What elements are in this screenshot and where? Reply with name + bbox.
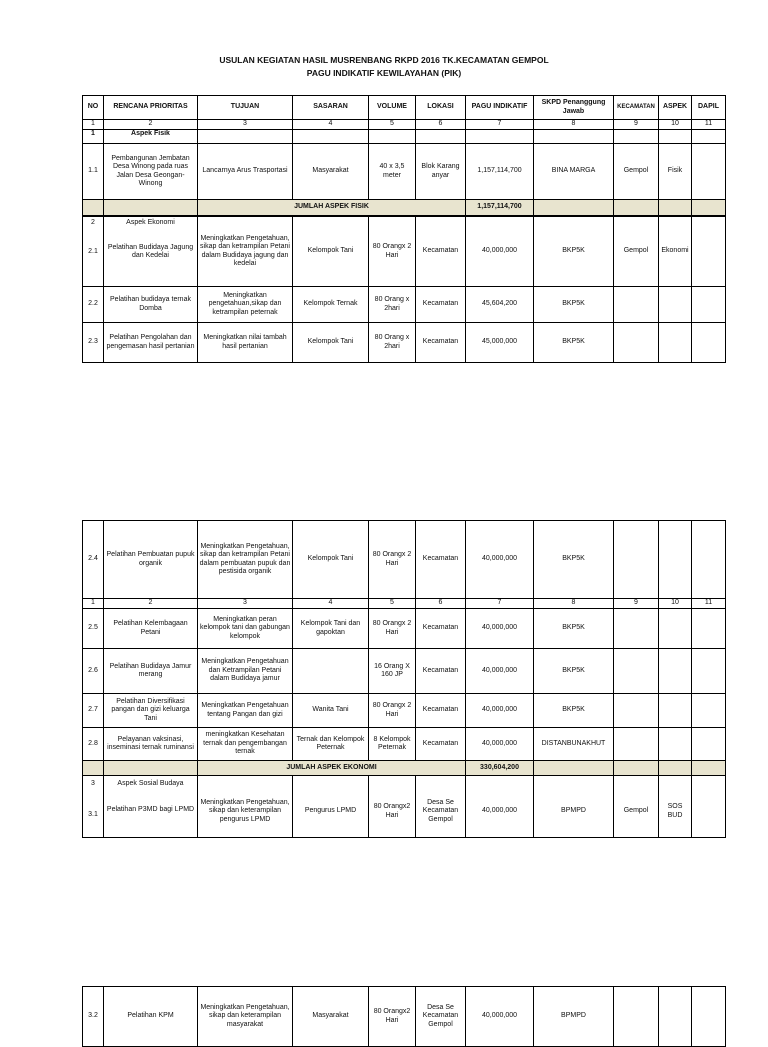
col-num: 2 [104, 599, 198, 609]
section-no: 1 [83, 130, 104, 144]
table-page-2 [82, 520, 726, 838]
table-row: 3 3.1 Aspek Sosial Budaya Pelatihan P3MD bagi LPMD Meningkatkan Pengetahuan, sikap dan keterampilan pengurus LPMD Pengurus LPMD 80 Orangx2 Hari Desa Se Kecamatan Gempol 40,000,000 BPMPD Gempol SOS BUD [83, 776, 726, 838]
column-number-row [83, 120, 726, 130]
col-num: 11 [692, 599, 726, 609]
col-num: 5 [369, 120, 416, 130]
col-num: 3 [198, 120, 293, 130]
col-num: 4 [293, 599, 369, 609]
header-pagu: PAGU INDIKATIF [466, 96, 534, 120]
total-label: JUMLAH ASPEK EKONOMI [198, 761, 466, 776]
col-num: 8 [534, 599, 614, 609]
table-row: 2.5 Pelatihan Kelembagaan Petani Meningkatkan peran kelompok tani dan gabungan kelompok Kelompok Tani dan gapoktan 80 Orangx 2 Hari Kecamatan 40,000,000 BKP5K [83, 609, 726, 649]
header-aspek: ASPEK [659, 96, 692, 120]
total-value: 330,604,200 [466, 761, 534, 776]
col-num: 2 [104, 120, 198, 130]
header-kecamatan: KECAMATAN [614, 96, 659, 120]
column-number-row [83, 599, 726, 609]
header-row [83, 96, 726, 120]
col-num: 11 [692, 120, 726, 130]
col-num: 4 [293, 120, 369, 130]
section-name: Aspek Ekonomi [126, 219, 175, 226]
section-row-fisik [83, 130, 726, 144]
section-no: 3 [91, 780, 95, 787]
total-row-ekonomi [83, 761, 726, 776]
document-subtitle: PAGU INDIKATIF KEWILAYAHAN (PIK) [306, 68, 462, 78]
table-row: 2.8 Pelayanan vaksinasi, inseminasi ternak ruminansi meningkatkan Kesehatan ternak dan pengembangan ternak Ternak dan Kelompok Peternak 8 Kelompok Peternak Kecamatan 40,000,000 DISTANBUNAKHUT [83, 728, 726, 761]
table-page-3 [82, 986, 726, 1047]
table-row: 2.6 Pelatihan Budidaya Jamur merang Meningkatkan Pengetahuan dan Ketrampilan Petani dalam Budidaya jamur 16 Orang X 160 JP Kecamatan 40,000,000 BKP5K [83, 649, 726, 694]
header-tujuan: TUJUAN [198, 96, 293, 120]
header-dapil: DAPIL [692, 96, 726, 120]
total-value: 1,157,114,700 [466, 200, 534, 216]
header-sasaran: SASARAN [293, 96, 369, 120]
header-volume: VOLUME [369, 96, 416, 120]
col-num: 1 [83, 599, 104, 609]
total-label: JUMLAH ASPEK FISIK [198, 200, 466, 216]
table-page-1 [82, 95, 726, 363]
section-name: Aspek Sosial Budaya [117, 780, 184, 787]
col-num: 10 [659, 599, 692, 609]
table-row: 2.4 Pelatihan Pembuatan pupuk organik Meningkatkan Pengetahuan, sikap dan ketrampilan Petani dalam pembuatan pupuk dan pestisida organik Kelompok Tani 80 Orangx 2 Hari Kecamatan 40,000,000 BKP5K [83, 521, 726, 599]
section-no: 2 [91, 219, 95, 226]
header-lokasi: LOKASI [416, 96, 466, 120]
col-num: 7 [466, 120, 534, 130]
document-title: USULAN KEGIATAN HASIL MUSRENBANG RKPD 2016 TK.KECAMATAN GEMPOL [219, 55, 549, 65]
header-no: NO [83, 96, 104, 120]
header-rencana: RENCANA PRIORITAS [104, 96, 198, 120]
col-num: 5 [369, 599, 416, 609]
col-num: 8 [534, 120, 614, 130]
col-num: 6 [416, 120, 466, 130]
total-row-fisik [83, 200, 726, 216]
col-num: 9 [614, 599, 659, 609]
col-num: 1 [83, 120, 104, 130]
col-num: 3 [198, 599, 293, 609]
table-row: 1.1 Pembangunan Jembatan Desa Winong pada ruas Jalan Desa Geongan-Winong Lancarnya Arus Trasportasi Masyarakat 40 x 3,5 meter Blok Karang anyar 1,157,114,700 BINA MARGA Gempol Fisik [83, 144, 726, 200]
table-row: 3.2 Pelatihan KPM Meningkatkan Pengetahuan, sikap dan keterampilan masyarakat Masyarakat 80 Orangx2 Hari Desa Se Kecamatan Gempol 40,000,000 BPMPD [83, 987, 726, 1047]
header-skpd: SKPD Penanggung Jawab [534, 96, 614, 120]
table-row: 2 2.1 Aspek Ekonomi Pelatihan Budidaya Jagung dan Kedelai Meningkatkan Pengetahuan, sikap dan ketrampilan Petani dalam Budidaya jagung dan kedelai Kelompok Tani 80 Orangx 2 Hari Kecamatan 40,000,000 BKP5K Gempol Ekonomi [83, 217, 726, 287]
table-row: 2.2 Pelatihan budidaya ternak Domba Meningkatkan pengetahuan,sikap dan ketrampilan peternak Kelompok Ternak 80 Orang x 2hari Kecamatan 45,604,200 BKP5K [83, 287, 726, 323]
col-num: 10 [659, 120, 692, 130]
col-num: 9 [614, 120, 659, 130]
col-num: 6 [416, 599, 466, 609]
table-row: 2.7 Pelatihan Diversifikasi pangan dan gizi keluarga Tani Meningkatkan Pengetahuan tentang Pangan dan gizi Wanita Tani 80 Orangx 2 Hari Kecamatan 40,000,000 BKP5K [83, 694, 726, 728]
col-num: 7 [466, 599, 534, 609]
section-name: Aspek Fisik [104, 130, 198, 144]
table-row: 2.3 Pelatihan Pengolahan dan pengemasan hasil pertanian Meningkatkan nilai tambah hasil pertanian Kelompok Tani 80 Orang x 2hari Kecamatan 45,000,000 BKP5K [83, 323, 726, 363]
